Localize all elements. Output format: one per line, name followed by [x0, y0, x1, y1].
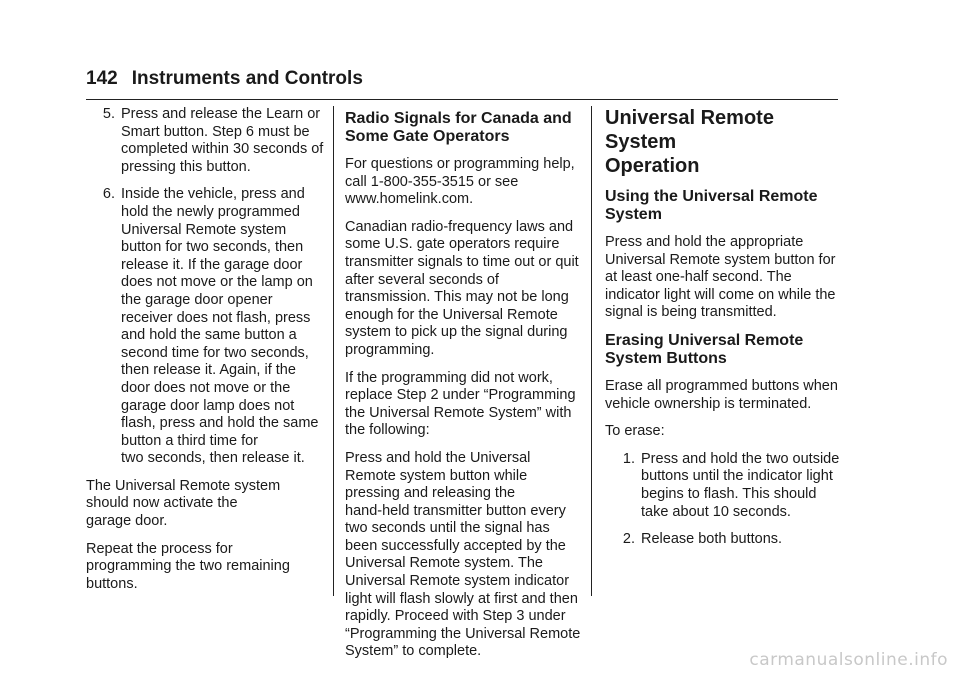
step-number: 1. — [622, 450, 635, 467]
step-text: Release both buttons. — [641, 531, 783, 548]
step-text: Press and hold the two outside buttons until the indicator light begins to flash. This should take about 10 seconds. — [641, 450, 840, 520]
paragraph: Erase all programmed buttons when vehicle ownership is terminated. — [605, 377, 838, 412]
paragraph: Repeat the process for programming the two remaining buttons. — [86, 540, 290, 592]
paragraph: To erase: — [605, 423, 665, 440]
section-title: Instruments and Controls — [131, 68, 363, 89]
subheading: Using the Universal Remote System — [605, 188, 818, 223]
step-number: 6. — [102, 186, 115, 203]
paragraph: Press and hold the Universal Remote system button while pressing and releasing the hand-held transmitter button every two seconds until the signal has been successfully accepted by the Universal Remote system. The Universal Remote system indicator light will flash slowly at first and then rapidly. Proceed with Step 3 under “Programming the Universal Remote System” to complete. — [345, 449, 581, 660]
watermark: carmanualsonline.info — [749, 650, 948, 670]
section-heading: Radio Signals for Canada and Some Gate Operators — [345, 110, 572, 145]
column-divider — [591, 106, 592, 596]
list-item — [605, 451, 843, 521]
subheading: Erasing Universal Remote System Buttons — [605, 331, 804, 367]
paragraph: Press and hold the appropriate Universal Remote system button for at least one-half second. The indicator light will come on while the signal is being transmitted. — [605, 234, 836, 321]
paragraph: For questions or programming help, call 1-800-355-3515 or see www.homelink.com. — [345, 156, 575, 208]
column-1 — [86, 106, 326, 603]
list-item — [86, 186, 326, 468]
main-heading: Universal Remote System Operation — [605, 107, 774, 177]
paragraph: Canadian radio-frequency laws and some U.S. gate operators require transmitter signals to time out or quit after several seconds of transmission. This may not be long enough for the Universal Remote system to pick up the signal during programming. — [345, 218, 579, 358]
step-number: 5. — [102, 106, 115, 122]
paragraph: If the programming did not work, replace Step 2 under “Programming the Universal Remote System” with the following: — [345, 369, 576, 439]
column-divider — [333, 106, 334, 596]
header-rule — [86, 99, 838, 100]
page-number: 142 — [86, 68, 118, 89]
page-header — [86, 68, 836, 98]
step-text: Inside the vehicle, press and hold the newly programmed Universal Remote system button for two seconds, then release it. If the garage door does not move or the lamp on the garage door opener receiver does not flash, press and hold the same button a second time for two seconds, then release it. Again, if the door does not move or the garage door lamp does not flash, press and hold the same button a third time for two seconds, then release it. — [121, 186, 319, 467]
list-item — [86, 106, 326, 176]
column-2 — [345, 106, 585, 671]
column-3 — [605, 106, 843, 559]
paragraph: The Universal Remote system should now activate the garage door. — [86, 477, 281, 530]
list-item — [605, 531, 843, 549]
step-text: Press and release the Learn or Smart button. Step 6 must be completed within 30 seconds of pressing this button. — [121, 106, 324, 175]
step-number: 2. — [622, 531, 635, 548]
